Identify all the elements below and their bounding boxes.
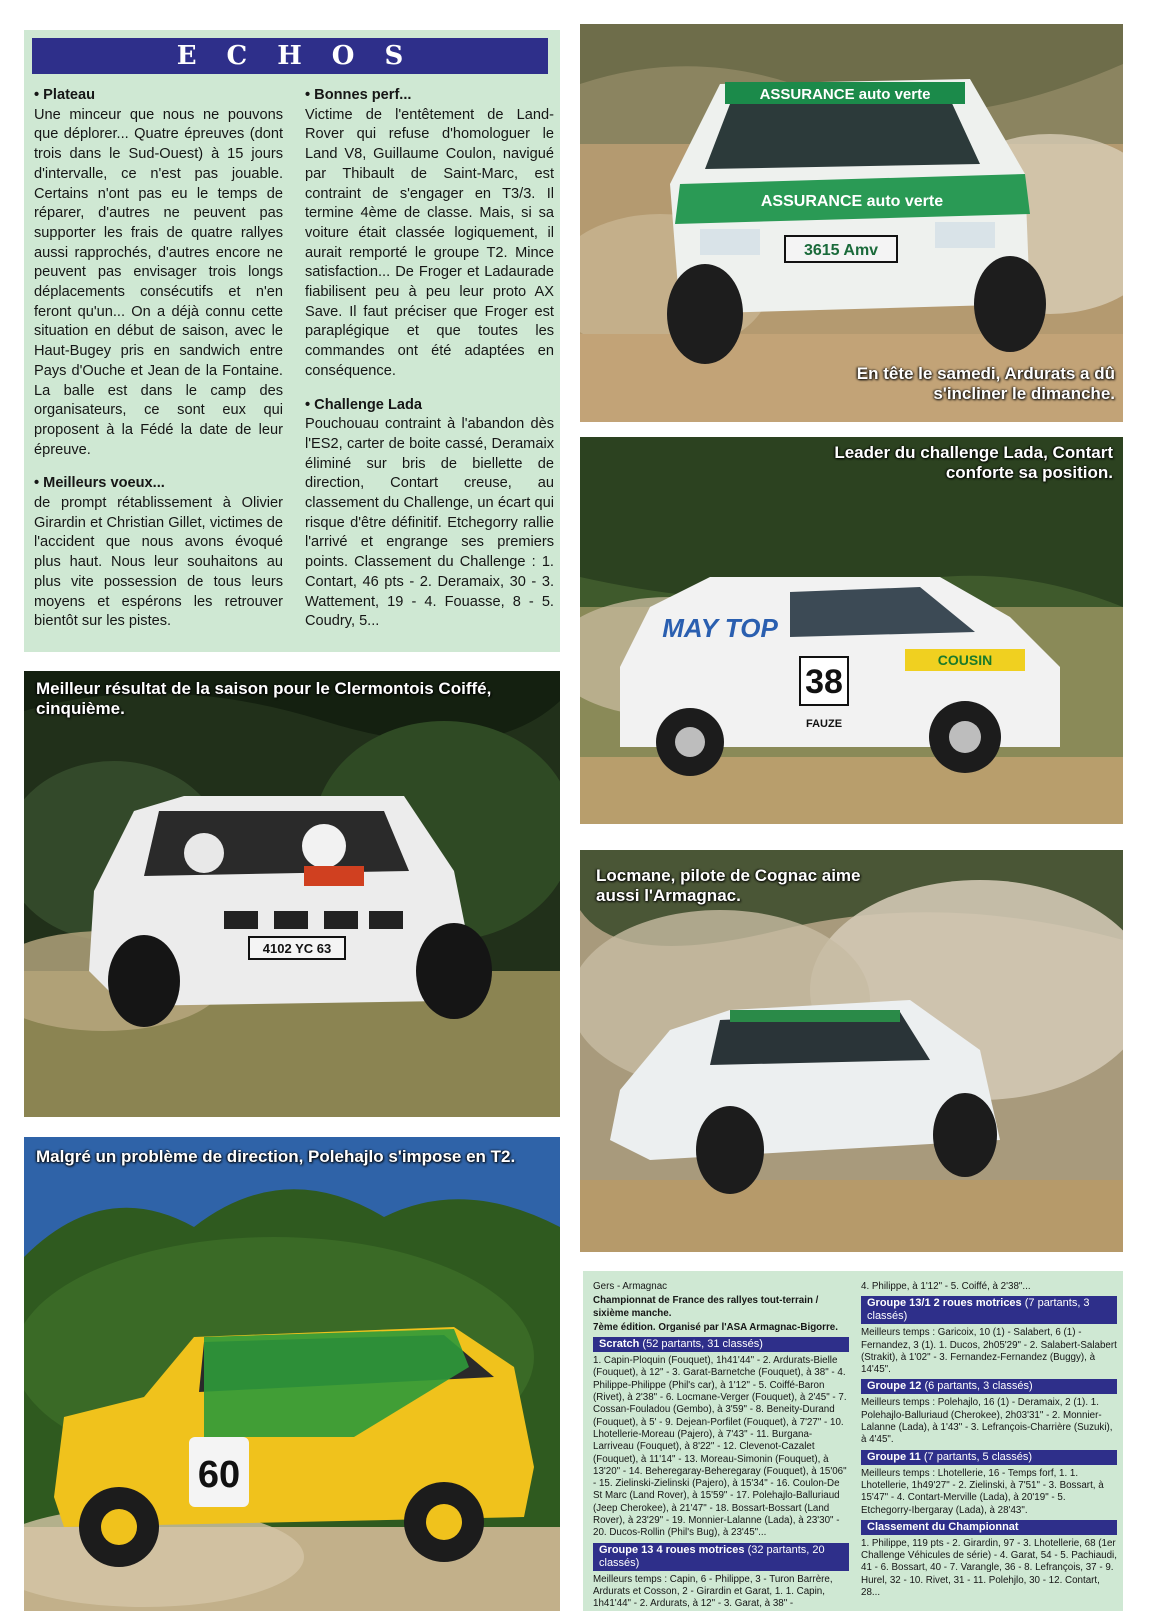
lada-item [305,396,554,632]
results-intro-2: Championnat de France des rallyes tout-terrain / sixième manche. [593,1295,819,1319]
ardurats-banner: ASSURANCE auto verte [759,86,931,103]
results-column-left [593,1281,849,1613]
voeux-title: • Meilleurs voeux... [34,475,165,492]
champ-text: 1. Philippe, 119 pts - 2. Girardin, 97 - 3. Lhotellerie, 68 (1er Challenge Véhicules de série) - 4. Garat, 54 - 5. Pachiaudi, 41 - 6. Bossart, 40 - 7. Varangle, 36 - 8. Lefrançois, 37 - 9. Hurel, 32 - 10. Rivet, 31 - 11. Polehjlo, 30 - 12. Contart, 28... [861,1537,1117,1599]
photo-ardurats-image [580,24,1123,422]
g13-2-band [861,1296,1117,1324]
champ-title: Classement du Championnat [867,1520,1019,1533]
photo-polehajlo-image [24,1137,560,1611]
g11-band [861,1450,1117,1465]
results-box [583,1271,1123,1611]
polehajlo-caption: Malgré un problème de direction, Polehajlo s'impose en T2. [36,1147,516,1166]
coiffe-plate: 4102 YC 63 [262,941,332,956]
echos-columns [34,86,554,646]
photo-coiffe [24,671,560,1117]
perf-item [305,86,554,382]
g11-text: Meilleurs temps : Lhotellerie, 16 - Temps forf, 1. 1. Lhotellerie, 1h49'27" - 2. Zielinski, à 7'51" - 3. Bossart, à 15'47" - 4. Contart-Merville (Lada), à 20'19" - 5. Etchegorry-Ibergaray (Lada), à 28'43". [861,1467,1104,1516]
echos-title: ECHOS [32,38,548,74]
plateau-text: Une minceur que nous ne pouvons que déplorer... Quatre épreuves (dont trois dans le Sud-Ouest) à 15 jours d'intervalle, ce n'est pas jouable. Certains n'ont pas eu le temps de réparer, d'autres ne peuvent pas supporter les frais de quatre rallyes aussi rapprochés, d'autres encore ne peuvent pas envisager trois longs déplacements consécutifs et n'en feront qu'un... On a déjà connu cette situation en début de saison, avec le Haut-Bugey pris en sandwich entre Pays d'Ouche et Jean de la Fontaine. La balle est dans le camp des organisateurs, ce sont eux qui proposent à la Fédé la date de leur épreuve. [34,106,283,458]
plateau-item [34,86,283,460]
perf-title: • Bonnes perf... [305,87,412,103]
g11-title: Groupe 11 [867,1450,921,1463]
results-column-right [861,1281,1117,1613]
lada-title: • Challenge Lada [305,396,423,413]
results-intro-1: Gers - Armagnac [593,1281,668,1292]
g12-sub: (6 partants, 3 classés) [924,1380,1033,1393]
g12-title: Groupe 12 [867,1380,922,1393]
g13-2-sub: (7 partants, 3 classés) [867,1297,1090,1323]
scratch-text: 1. Capin-Ploquin (Fouquet), 1h41'44" - 2. Ardurats-Bielle (Fouquet), à 12" - 3. Garat-Barnetche (Fouquet), à 38" - 4. Philippe-Philippe (Phil's car), à 1'12" - 5. Coiffé-Baron (Rivet), à 2'38" - 6. Locmane-Verger (Fouquet), à 2'45" - 7. Cossan-Fouladou (Gembo), à 3'59" - 8. Beneity-Durand (Fouquet), à 5' - 9. Dejean-Porfilet (Fouquet), à 7'27" - 10. Lhotellerie-Moreau (Pajero), à 7'43" - 11. Burgana-Larriveau (Fouquet), à 8'22" - 12. Clevenot-Cazalet (Fouquet), à 11'14" - 13. Moreau-Simonin (Fouquet), à 13'20" - 14. Beheregaray-Beheregaray (Fouquet), à 15'06" - 15. Zielinski-Zielinski (Pajero), à 15'34" - 16. Coulon-De St Marc (Land Rover), à 15'59" - 17. Polehajlo-Balluriaud (Jeep Cherokee), à 21'47" - 18. Bossart-Bossart (Land Rover), à 23'29" - 19. Monnier-Lalanne (Lada), à 23'30" - 20. Ducos-Rollin (Phil's Bug), à 23'45"... [593,1355,847,1539]
g11-sub: (7 partants, 5 classés) [923,1450,1033,1463]
contart-sponsor: COUSIN [937,652,993,668]
champ-band [861,1520,1117,1535]
ardurats-bonnet: ASSURANCE auto verte [760,193,944,210]
contart-logo: MAY TOP [662,613,778,643]
photo-locmane [580,850,1123,1252]
echos-column-right [305,86,554,646]
results-columns [593,1281,1117,1613]
g13-4-band [593,1543,849,1571]
results-cont-text: 4. Philippe, à 1'12" - 5. Coiffé, à 2'38"... [861,1281,1031,1292]
contart-caption: Leader du challenge Lada, Contart conforte sa position. [834,443,1113,482]
g13-4-sub: (32 partants, 20 classés) [599,1543,825,1569]
echos-box [24,30,560,652]
photo-contart [580,437,1123,824]
photo-polehajlo [24,1137,560,1611]
plateau-title: • Plateau [34,87,96,103]
lada-text: Pouchouau contraint à l'abandon dès l'ES2, carter de boite cassé, Deramaix éliminé sur bris de biellette de direction, Contart creuse, au classement du Challenge, un écart qui risque d'être définitif. Etchegorry rallie l'arrivé et engrange ses premiers points. Classement du Challenge : 1. Contart, 46 pts - 2. Deramaix, 30 - 3. Wattement, 19 - 4. Fouasse, 8 - 5. Coudry, 5... [305,416,554,630]
echos-column-left [34,86,283,646]
g13-2-title: Groupe 13/1 2 roues motrices [867,1297,1022,1310]
scratch-sub: (52 partants, 31 classés) [642,1338,763,1351]
perf-text: Victime de l'entêtement de Land-Rover qui refuse d'homologuer le Land V8, Guillaume Coulon, navigué par Thibault de Saint-Marc, est contraint de s'engager en T3/3. Il termine 4ème de classe. Mais, si sa voiture était classée logiquement, il aurait remporté le groupe T2. Mince satisfaction... De Froger et Ladaurade fiabilisent peu à peu leur proto AX Save. Il faut préciser que Froger est paraplégique et que toutes les commandes ont été adaptées en conséquence. [305,106,554,379]
ardurats-caption: En tête le samedi, Ardurats a dû s'incliner le dimanche. [856,364,1115,403]
photo-locmane-image [580,850,1123,1252]
photo-contart-image [580,437,1123,824]
coiffe-caption: Meilleur résultat de la saison pour le Clermontois Coiffé, cinquième. [36,679,492,718]
photo-coiffe-image [24,671,560,1117]
contart-number: 38 [805,663,843,701]
g13-4-text: Meilleurs temps : Capin, 6 - Philippe, 3 - Turon Barrère, Ardurats et Cosson, 2 - Girardin et Garat, 1. 1. Capin, 1h41'44" - 2. Ardurats, à 12" - 3. Garat, à 38" - [593,1573,833,1610]
g12-text: Meilleurs temps : Polehajlo, 16 (1) - Deramaix, 2 (1). 1. Polehajlo-Balluriaud (Cherokee), 2h03'31" - 2. Monnier-Lalanne (Lada), à 1'43" - 3. Lefrançois-Charrière (Suzuki), à 4'45". [861,1397,1113,1446]
g13-4-title: Groupe 13 4 roues motrices [599,1543,745,1556]
g13-2-text: Meilleurs temps : Garicoix, 10 (1) - Salabert, 6 (1) - Fernandez, 3 (1). 1. Ducos, 2h05'29" - 2. Salabert-Salabert (Strakit), à 1'02" - 3. Fernandez-Fernandez (Buggy), à 14'45". [861,1327,1117,1376]
photo-ardurats [580,24,1123,422]
ardurats-plate: 3615 Amv [803,242,879,259]
g12-band [861,1379,1117,1394]
scratch-band [593,1337,849,1352]
contart-name: FAUZE [805,718,843,730]
scratch-title: Scratch [599,1338,640,1351]
locmane-caption: Locmane, pilote de Cognac aime aussi l'Armagnac. [596,866,861,905]
voeux-text: de prompt rétablissement à Olivier Girardin et Christian Gillet, victimes de l'accident que nous avons évoqué plus haut. Nous leur souhaitons au plus vite possession de tous leurs moyens et espérons les retrouver bientôt sur les pistes. [34,495,283,630]
voeux-item [34,474,283,632]
results-intro-3: 7ème édition. Organisé par l'ASA Armagnac-Bigorre. [593,1321,838,1333]
polehajlo-number: 60 [197,1454,241,1496]
